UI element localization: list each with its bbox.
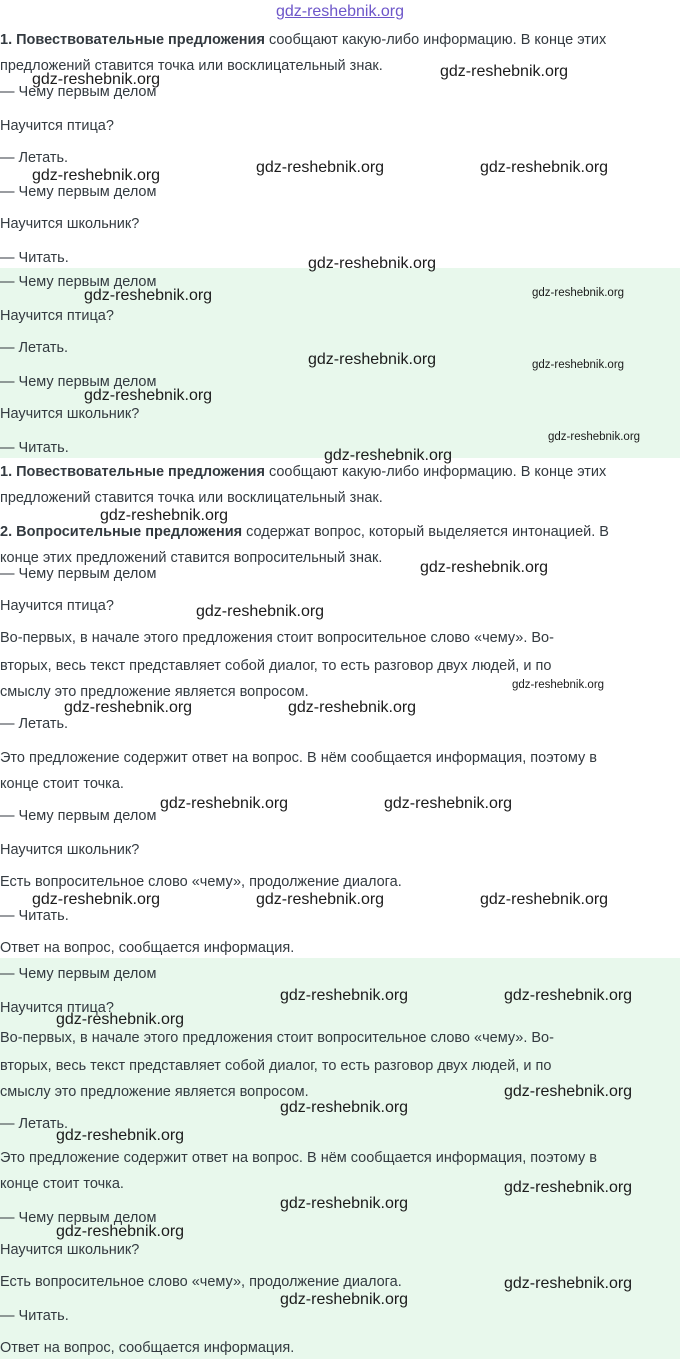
text-line: Ответ на вопрос, сообщается информация. — [0, 940, 295, 956]
watermark-text: gdz-reshebnik.org — [64, 699, 193, 716]
text-line: конце этих предложений ставится вопросительный знак. — [0, 550, 383, 566]
text-line: — Чему первым делом — [0, 966, 157, 982]
watermark-text: gdz-reshebnik.org — [280, 1291, 409, 1308]
text-line: — Чему первым делом — [0, 374, 157, 390]
text-line: Научится птица? — [0, 598, 114, 614]
term-bold: 1. Повествовательные предложения — [0, 32, 265, 48]
text-line: вторых, весь текст представляет собой диалог, то есть разговор двух людей, и по — [0, 658, 552, 674]
watermark-text: gdz-reshebnik.org — [32, 71, 161, 88]
watermark-text: gdz-reshebnik.org — [256, 159, 385, 176]
text-line: Научится школьник? — [0, 406, 140, 422]
watermark-text: gdz-reshebnik.org — [504, 987, 633, 1004]
watermark-text: gdz-reshebnik.org — [532, 287, 625, 299]
watermark-text: gdz-reshebnik.org — [440, 63, 569, 80]
watermark-text: gdz-reshebnik.org — [56, 1011, 185, 1028]
watermark-text: gdz-reshebnik.org — [504, 1179, 633, 1196]
watermark-text: gdz-reshebnik.org — [480, 891, 609, 908]
text-line: Это предложение содержит ответ на вопрос. В нём сообщается информация, поэтому в — [0, 750, 597, 766]
text-line: Во-первых, в начале этого предложения стоит вопросительное слово «чему». Во- — [0, 630, 554, 646]
text-line: Есть вопросительное слово «чему», продолжение диалога. — [0, 874, 402, 890]
text-line — [0, 30, 606, 50]
text-line: Ответ на вопрос, сообщается информация. — [0, 1340, 295, 1356]
watermark-text: gdz-reshebnik.org — [280, 987, 409, 1004]
text-line: — Летать. — [0, 340, 69, 356]
term-bold: 2. Вопросительные предложения — [0, 524, 243, 540]
text-line: смыслу это предложение является вопросом. — [0, 1084, 309, 1100]
watermark-text: gdz-reshebnik.org — [512, 679, 605, 691]
text-line: Научится птица? — [0, 118, 114, 134]
site-header-link[interactable]: gdz-reshebnik.org — [275, 3, 405, 20]
watermark-text: gdz-reshebnik.org — [308, 351, 437, 368]
watermark-text: gdz-reshebnik.org — [32, 167, 161, 184]
watermark-text: gdz-reshebnik.org — [56, 1223, 185, 1240]
text-line — [0, 522, 609, 542]
watermark-text: gdz-reshebnik.org — [532, 359, 625, 371]
text-line: — Чему первым делом — [0, 84, 157, 100]
text-line: смыслу это предложение является вопросом. — [0, 684, 309, 700]
watermark-text: gdz-reshebnik.org — [504, 1275, 633, 1292]
watermark-text: gdz-reshebnik.org — [280, 1099, 409, 1116]
text-line: предложений ставится точка или восклицательный знак. — [0, 490, 383, 506]
term-bold: 1. Повествовательные предложения — [0, 464, 265, 480]
watermark-text: gdz-reshebnik.org — [384, 795, 513, 812]
text-line: Научится школьник? — [0, 842, 140, 858]
definition-text: сообщают какую-либо информацию. В конце этих — [264, 464, 607, 480]
text-line: — Читать. — [0, 440, 69, 456]
watermark-text: gdz-reshebnik.org — [84, 287, 213, 304]
definition-text: содержат вопрос, который выделяется интонацией. В — [242, 524, 609, 540]
watermark-text: gdz-reshebnik.org — [280, 1195, 409, 1212]
text-line: — Чему первым делом — [0, 566, 157, 582]
watermark-text: gdz-reshebnik.org — [160, 795, 289, 812]
text-line: — Чему первым делом — [0, 184, 157, 200]
watermark-text: gdz-reshebnik.org — [504, 1083, 633, 1100]
text-line: — Чему первым делом — [0, 274, 157, 290]
watermark-text: gdz-reshebnik.org — [308, 255, 437, 272]
text-line: Во-первых, в начале этого предложения стоит вопросительное слово «чему». Во- — [0, 1030, 554, 1046]
text-line: — Летать. — [0, 150, 69, 166]
watermark-text: gdz-reshebnik.org — [324, 447, 453, 464]
text-line: вторых, весь текст представляет собой диалог, то есть разговор двух людей, и по — [0, 1058, 552, 1074]
watermark-text: gdz-reshebnik.org — [32, 891, 161, 908]
watermark-text: gdz-reshebnik.org — [420, 559, 549, 576]
text-line: Научится школьник? — [0, 216, 140, 232]
text-line: предложений ставится точка или восклицательный знак. — [0, 58, 383, 74]
text-line: — Чему первым делом — [0, 1210, 157, 1226]
text-line — [0, 462, 606, 482]
text-line: Это предложение содержит ответ на вопрос. В нём сообщается информация, поэтому в — [0, 1150, 597, 1166]
text-line: Научится школьник? — [0, 1242, 140, 1258]
text-line: Научится птица? — [0, 308, 114, 324]
text-line: — Читать. — [0, 250, 69, 266]
watermark-text: gdz-reshebnik.org — [288, 699, 417, 716]
watermark-text: gdz-reshebnik.org — [548, 431, 641, 443]
text-line: Есть вопросительное слово «чему», продолжение диалога. — [0, 1274, 402, 1290]
watermark-text: gdz-reshebnik.org — [100, 507, 229, 524]
watermark-text: gdz-reshebnik.org — [480, 159, 609, 176]
watermark-text: gdz-reshebnik.org — [56, 1127, 185, 1144]
text-line: — Читать. — [0, 908, 69, 924]
watermark-text: gdz-reshebnik.org — [84, 387, 213, 404]
definition-text: сообщают какую-либо информацию. В конце этих — [264, 32, 607, 48]
text-line: конце стоит точка. — [0, 776, 124, 792]
text-line: — Чему первым делом — [0, 808, 157, 824]
watermark-text: gdz-reshebnik.org — [196, 603, 325, 620]
text-line: — Летать. — [0, 716, 69, 732]
watermark-text: gdz-reshebnik.org — [256, 891, 385, 908]
text-line: — Летать. — [0, 1116, 69, 1132]
text-line: конце стоит точка. — [0, 1176, 124, 1192]
text-line: Научится птица? — [0, 1000, 114, 1016]
text-line: — Читать. — [0, 1308, 69, 1324]
